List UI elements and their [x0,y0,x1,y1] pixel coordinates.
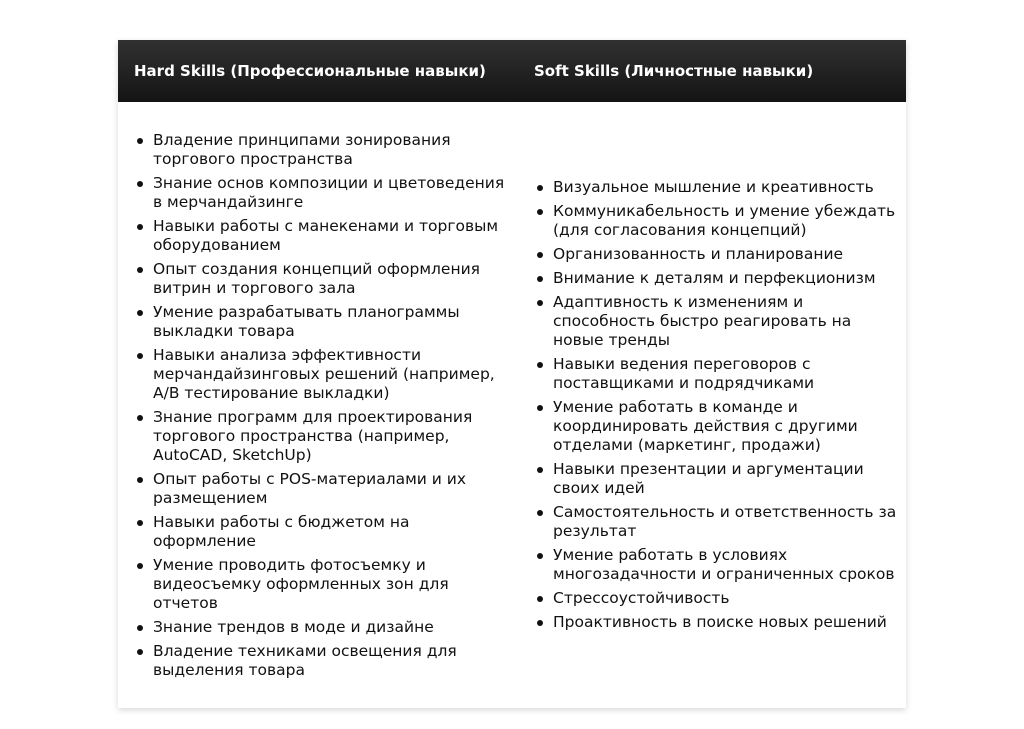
hard-skill-item: Навыки работы с бюджетом на оформление [134,513,506,551]
hard-skills-column [118,131,518,680]
hard-skill-item: Знание программ для проектирования торгового пространства (например, AutoCAD, SketchUp) [134,408,506,465]
soft-skill-item: Стрессоустойчивость [534,589,898,608]
hard-skill-item: Навыки анализа эффективности мерчандайзинговых решений (например, A/B тестирование выкладки) [134,346,506,403]
skills-table [118,40,906,708]
soft-skill-item: Умение работать в команде и координировать действия с другими отделами (маркетинг, продажи) [534,398,898,455]
soft-skill-item: Навыки презентации и аргументации своих идей [534,460,898,498]
hard-skill-item: Владение техниками освещения для выделения товара [134,642,506,680]
soft-skill-item: Проактивность в поиске новых решений [534,613,898,632]
soft-skill-item: Адаптивность к изменениям и способность быстро реагировать на новые тренды [534,293,898,350]
soft-skills-list [534,178,898,632]
hard-skill-item: Опыт создания концепций оформления витрин и торгового зала [134,260,506,298]
hard-skill-item: Знание трендов в моде и дизайне [134,618,506,637]
soft-skills-column [518,178,906,632]
soft-skill-item: Самостоятельность и ответственность за результат [534,503,898,541]
soft-skill-item: Коммуникабельность и умение убеждать (для согласования концепций) [534,202,898,240]
soft-skill-item: Внимание к деталям и перфекционизм [534,269,898,288]
hard-skills-list [134,131,506,680]
hard-skill-item: Знание основ композиции и цветоведения в мерчандайзинге [134,174,506,212]
hard-skills-header: Hard Skills (Профессиональные навыки) [134,61,486,80]
soft-skill-item: Визуальное мышление и креативность [534,178,898,197]
hard-skill-item: Навыки работы с манекенами и торговым оборудованием [134,217,506,255]
soft-skill-item: Навыки ведения переговоров с поставщиками и подрядчиками [534,355,898,393]
hard-skill-item: Владение принципами зонирования торгового пространства [134,131,506,169]
table-body [118,102,906,708]
hard-skill-item: Умение разрабатывать планограммы выкладки товара [134,303,506,341]
hard-skill-item: Опыт работы с POS-материалами и их размещением [134,470,506,508]
table-header [118,40,906,102]
soft-skill-item: Организованность и планирование [534,245,898,264]
soft-skill-item: Умение работать в условиях многозадачности и ограниченных сроков [534,546,898,584]
soft-skills-header: Soft Skills (Личностные навыки) [534,61,814,80]
hard-skill-item: Умение проводить фотосъемку и видеосъемку оформленных зон для отчетов [134,556,506,613]
